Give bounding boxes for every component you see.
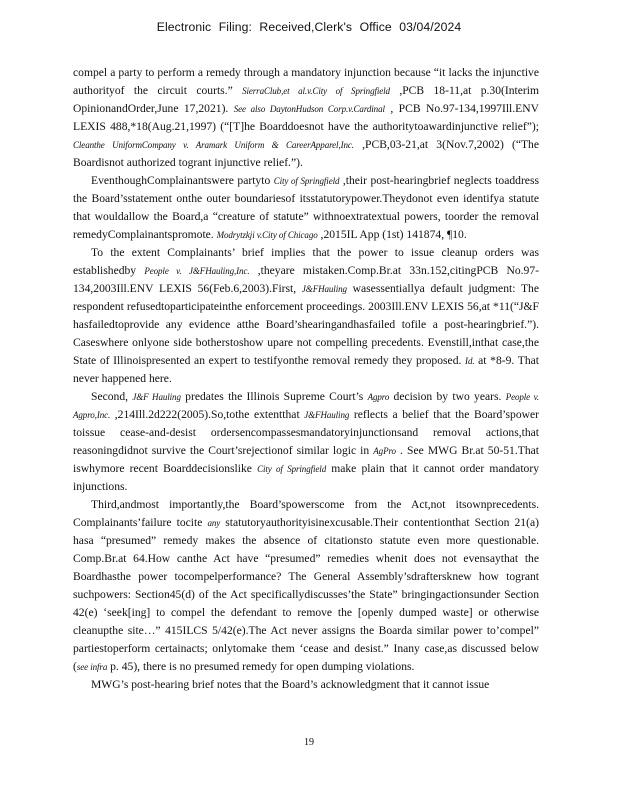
paragraph-text: wasessentiallya default judgment: The respondent refusedtoparticipateinthe enforcement proceedings. 2003Ill.ENV LEXIS 56,at *11(“J&F hasfailedtoprovide any evidence atthe Board’shearingandhasfailed tofile a post-hearingbrief.”). Caseswhere onlyone side botherstoshow upare not compelling precedents. Evenstill,inthat case,the State of Illinoispresented an expert to testifyonthe removal remedy they proposed. bbox=[73, 282, 539, 367]
citation-italic: Modrytzkji v.City of Chicago bbox=[216, 230, 318, 240]
paragraph-text: p. 45), there is no presumed remedy for open dumping violations. bbox=[107, 660, 415, 673]
paragraph-text: , PCB No.97-134,1997Ill.ENV LEXIS 488,*18(Aug.21,1997) (“[T]he Boarddoesnot have the authoritytoawardinjunctive relief”); bbox=[73, 102, 540, 133]
paragraph-text: decision by two years. bbox=[389, 390, 506, 403]
citation-italic: Agpro bbox=[367, 392, 390, 402]
paragraph-text: statutoryauthorityisinexcusable.Their contentionthat Section 21(a) hasa “presumed” remedy makes the absence of citationsto statute even more questionable. Comp.Br.at 64.How canthe Act have “presumed” remedies whenit does not evensaythat the Boardhasthe power tocompelperformance? The General Assembly’sdraftersknew how togrant suchpowers: Section45(d) of the Act specificallydiscusses’the State” bringingactionsunder Section 42(e) ‘seek[ing] to compel the defendant to remove the [openly dumped waste] or otherwise cleanupthe site…” 415ILCS 5/42(e).The Act never assigns the Boarda similar power to’compel” partiestoperform certainacts; onlytomake them ‘cease and desist.” Inany case,as discussed below ( bbox=[73, 516, 539, 673]
citation-italic: see infra bbox=[76, 662, 108, 672]
citation-italic: City of Springfield bbox=[257, 464, 327, 474]
citation-italic: J&FHauling bbox=[304, 410, 350, 420]
citation-italic: Cleanthe UniformCompany v. Aramark Uniform & CareerApparel,Inc. bbox=[73, 140, 354, 150]
citation-italic: City of Springfield bbox=[273, 176, 340, 186]
paragraph-text: MWG’s post-hearing brief notes that the Board’s acknowledgment that it cannot issue bbox=[91, 678, 490, 691]
paragraph-text: ,2015IL App (1st) 141874, ¶10. bbox=[317, 228, 467, 241]
paragraph-text: ,PCB,03-21,at 3(Nov.7,2002) (“The Boardisnot authorized togrant injunctive relief.”). bbox=[73, 138, 539, 169]
paragraph-text: ,214Ill.2d222(2005).So,tothe extentthat bbox=[110, 408, 305, 421]
paragraph-text: Second, bbox=[91, 390, 133, 403]
paragraph-text: compel a party to perform a remedy through a mandatory injunction because “it lacks the injunctive authorityof the circuit courts.” bbox=[73, 66, 539, 97]
citation-italic: People v. J&FHauling,Inc. bbox=[144, 266, 250, 276]
body-paragraph bbox=[73, 388, 539, 496]
paragraph-text: reflects a belief that the Board’spower toissue cease-and-desist ordersencompassesmandatoryinjunctionsand removal actions,that reasoningdidnot survive the Court’srejectionof similar logic in bbox=[73, 408, 539, 457]
paragraph-text: at *8-9. That never happened here. bbox=[73, 354, 540, 385]
paragraph-text: ,their post-hearingbrief neglects toaddress the Board’sstatement onthe outer boundariesof itsstatutorypower.Theydonot even identifya statute that wouldallow the Board,a “creature of statute” withnoextratextual powers, toorder the removal remedyComplainantspromote. bbox=[73, 174, 539, 241]
citation-italic: J&F Hauling bbox=[132, 392, 181, 402]
body-paragraph bbox=[73, 172, 539, 244]
body-paragraph bbox=[73, 676, 539, 694]
paragraph-text: ,PCB 18-11,at p.30(Interim OpinionandOrder,June 17,2021). bbox=[73, 84, 539, 115]
citation-italic: any bbox=[207, 518, 221, 528]
filing-stamp-header: Electronic Filing: Received,Clerk's Office 03/04/2024 bbox=[156, 20, 462, 34]
paragraph-text: To the extent Complainants’ brief implies that the power to issue cleanup orders was establishedby bbox=[73, 246, 539, 277]
paragraph-text: ,theyare mistaken.Comp.Br.at 33n.152,citingPCB No.97-134,2003Ill.ENV LEXIS 56(Feb.6,2003).First, bbox=[73, 264, 539, 295]
citation-italic: SierraClub,et al.v.City of Springfield bbox=[242, 86, 390, 96]
paragraph-text: Third,andmost importantly,the Board’spowerscome from the Act,not itsownprecedents. Complainants’failure tocite bbox=[73, 498, 539, 529]
paragraph-text: predates the Illinois Supreme Court’s bbox=[180, 390, 368, 403]
citation-italic: See also DaytonHudson Corp.v.Cardinal bbox=[233, 104, 385, 114]
citation-italic: People v. Agpro,Inc. bbox=[73, 392, 539, 420]
citation-italic: AgPro bbox=[373, 446, 396, 456]
paragraph-text: make plain that it cannot order mandatory injunctions. bbox=[73, 462, 539, 493]
citation-italic: J&FHauling bbox=[301, 284, 347, 294]
body-paragraph bbox=[73, 496, 539, 676]
paragraph-text: EventhoughComplainantswere partyto bbox=[91, 174, 274, 187]
body-paragraph bbox=[73, 64, 539, 172]
brief-body-text bbox=[73, 64, 539, 694]
paragraph-text: . See MWG Br.at 50-51.That iswhymore recent Boarddecisionslike bbox=[73, 444, 539, 475]
citation-italic: Id. bbox=[465, 356, 475, 366]
body-paragraph bbox=[73, 244, 539, 388]
page-number: 19 bbox=[304, 737, 314, 748]
